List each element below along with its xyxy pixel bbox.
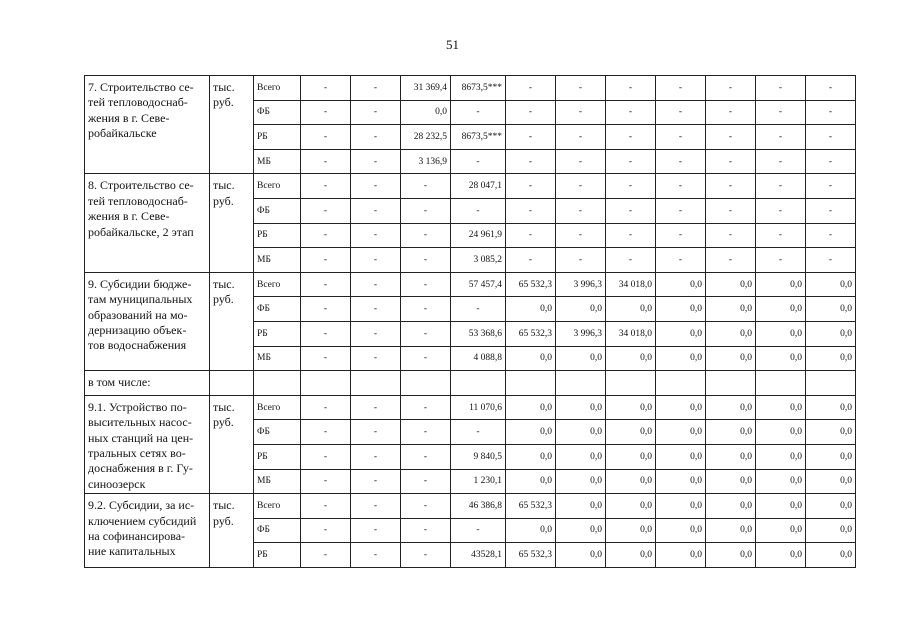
funding-source: МБ [254, 346, 301, 371]
value-cell: - [506, 149, 556, 174]
value-cell: - [351, 469, 401, 494]
value-cell: 0,0 [506, 469, 556, 494]
value-cell: 0,0 [656, 346, 706, 371]
funding-source: МБ [254, 248, 301, 273]
measure-name [85, 395, 210, 493]
value-cell: - [401, 543, 451, 568]
value-cell: 0,0 [556, 518, 606, 543]
value-cell: 0,0 [756, 395, 806, 420]
funding-source: ФБ [254, 198, 301, 223]
value-cell: - [556, 248, 606, 273]
funding-source: РБ [254, 125, 301, 150]
measure-name-line: 8. Строительство се- [88, 178, 194, 193]
value-cell: - [756, 100, 806, 125]
value-cell: 0,0 [506, 346, 556, 371]
empty-cell [606, 371, 656, 396]
funding-source: Всего [254, 174, 301, 199]
value-cell: - [451, 420, 506, 445]
value-cell: 0,0 [706, 346, 756, 371]
value-cell: - [401, 395, 451, 420]
value-cell: - [301, 395, 351, 420]
value-cell: - [756, 76, 806, 101]
value-cell: - [506, 76, 556, 101]
value-cell: - [301, 543, 351, 568]
value-cell: - [351, 149, 401, 174]
value-cell: - [656, 76, 706, 101]
value-cell: - [301, 346, 351, 371]
value-cell: - [756, 174, 806, 199]
value-cell: 0,0 [806, 321, 856, 346]
value-cell: - [756, 248, 806, 273]
funding-source: РБ [254, 444, 301, 469]
value-cell: 0,0 [706, 297, 756, 322]
value-cell: 0,0 [606, 518, 656, 543]
section-row [85, 371, 856, 396]
value-cell: 3 996,3 [556, 321, 606, 346]
measure-name-line: дернизацию объек- [88, 322, 187, 337]
value-cell: 0,0 [506, 420, 556, 445]
value-cell: - [606, 149, 656, 174]
value-cell: 0,0 [706, 272, 756, 297]
value-cell: 8673,5*** [451, 76, 506, 101]
value-cell: - [556, 149, 606, 174]
value-cell: - [706, 198, 756, 223]
value-cell: 0,0 [756, 469, 806, 494]
value-cell: - [401, 469, 451, 494]
value-cell: - [401, 444, 451, 469]
value-cell: - [756, 223, 806, 248]
value-cell: - [401, 248, 451, 273]
measure-name [85, 174, 210, 272]
value-cell: 0,0 [756, 494, 806, 519]
value-cell: 0,0 [806, 420, 856, 445]
value-cell: - [506, 100, 556, 125]
value-cell: - [506, 198, 556, 223]
value-cell: 0,0 [556, 444, 606, 469]
empty-cell [756, 371, 806, 396]
value-cell: 11 070,6 [451, 395, 506, 420]
value-cell: - [806, 198, 856, 223]
value-cell: 0,0 [556, 346, 606, 371]
value-cell: - [351, 272, 401, 297]
value-cell: 0,0 [556, 469, 606, 494]
funding-source: РБ [254, 543, 301, 568]
value-cell: - [506, 125, 556, 150]
empty-cell [351, 371, 401, 396]
value-cell: - [351, 444, 401, 469]
value-cell: - [301, 420, 351, 445]
unit-label: тыс. руб. [210, 174, 254, 272]
value-cell: - [301, 76, 351, 101]
value-cell: 0,0 [756, 518, 806, 543]
empty-cell [210, 371, 254, 396]
value-cell: 0,0 [706, 444, 756, 469]
funding-source: ФБ [254, 297, 301, 322]
empty-cell [301, 371, 351, 396]
value-cell: 28 232,5 [401, 125, 451, 150]
value-cell: - [401, 518, 451, 543]
value-cell: 0,0 [606, 444, 656, 469]
value-cell: 0,0 [756, 272, 806, 297]
funding-source: Всего [254, 272, 301, 297]
table-row [85, 494, 856, 519]
value-cell: - [706, 223, 756, 248]
value-cell: - [806, 149, 856, 174]
value-cell: 0,0 [806, 518, 856, 543]
value-cell: 0,0 [706, 469, 756, 494]
value-cell: - [606, 100, 656, 125]
empty-cell [656, 371, 706, 396]
value-cell: - [301, 272, 351, 297]
measure-name-line: образований на мо- [88, 307, 188, 322]
value-cell: - [351, 346, 401, 371]
value-cell: - [756, 125, 806, 150]
value-cell: 0,0 [806, 494, 856, 519]
page-number: 51 [446, 37, 459, 52]
value-cell: - [556, 76, 606, 101]
value-cell: - [351, 76, 401, 101]
value-cell: - [301, 469, 351, 494]
value-cell: - [351, 223, 401, 248]
value-cell: - [401, 321, 451, 346]
value-cell: - [451, 297, 506, 322]
value-cell: - [656, 223, 706, 248]
measure-name-line: 9.2. Субсидии, за ис- [88, 498, 195, 513]
value-cell: - [301, 100, 351, 125]
value-cell: 0,0 [656, 321, 706, 346]
value-cell: - [351, 543, 401, 568]
value-cell: 0,0 [556, 395, 606, 420]
value-cell: - [301, 297, 351, 322]
measure-name-line: ключением субсидий [88, 513, 197, 528]
value-cell: - [401, 223, 451, 248]
value-cell: 0,0 [606, 346, 656, 371]
value-cell: 34 018,0 [606, 272, 656, 297]
value-cell: - [351, 297, 401, 322]
value-cell: - [806, 125, 856, 150]
value-cell: - [506, 248, 556, 273]
value-cell: - [451, 100, 506, 125]
value-cell: 0,0 [706, 395, 756, 420]
value-cell: 0,0 [556, 543, 606, 568]
value-cell: 0,0 [806, 297, 856, 322]
value-cell: - [606, 174, 656, 199]
value-cell: 31 369,4 [401, 76, 451, 101]
value-cell: - [656, 100, 706, 125]
value-cell: 0,0 [756, 297, 806, 322]
value-cell: 0,0 [506, 297, 556, 322]
funding-source: Всего [254, 494, 301, 519]
value-cell: 0,0 [806, 395, 856, 420]
measure-name-line: на софинансирова- [88, 528, 186, 543]
measure-name-line: тральных сетях во- [88, 445, 186, 460]
value-cell: 46 386,8 [451, 494, 506, 519]
page-bottom-margin [84, 569, 836, 640]
funding-source: МБ [254, 469, 301, 494]
value-cell: - [506, 174, 556, 199]
value-cell: 0,0 [506, 518, 556, 543]
value-cell: - [451, 518, 506, 543]
measure-name-line: синоозерск [88, 476, 146, 491]
value-cell: 0,0 [806, 469, 856, 494]
value-cell: 0,0 [806, 444, 856, 469]
value-cell: - [301, 518, 351, 543]
empty-cell [706, 371, 756, 396]
value-cell: - [401, 198, 451, 223]
value-cell: 0,0 [656, 272, 706, 297]
value-cell: - [806, 76, 856, 101]
value-cell: 9 840,5 [451, 444, 506, 469]
measure-name-line: там муниципальных [88, 292, 193, 307]
value-cell: - [301, 494, 351, 519]
value-cell: 4 088,8 [451, 346, 506, 371]
value-cell: - [451, 149, 506, 174]
value-cell: - [451, 198, 506, 223]
value-cell: - [401, 494, 451, 519]
funding-source: РБ [254, 321, 301, 346]
measure-name-line: тов водоснабжения [88, 338, 187, 353]
value-cell: 0,0 [506, 444, 556, 469]
value-cell: - [656, 174, 706, 199]
measure-name-line: жения в г. Севе- [88, 209, 170, 224]
value-cell: - [351, 198, 401, 223]
value-cell: - [401, 174, 451, 199]
value-cell: - [606, 125, 656, 150]
value-cell: - [806, 223, 856, 248]
funding-source: Всего [254, 395, 301, 420]
value-cell: 0,0 [606, 297, 656, 322]
value-cell: - [706, 76, 756, 101]
value-cell: 24 961,9 [451, 223, 506, 248]
value-cell: - [556, 174, 606, 199]
value-cell: 3 996,3 [556, 272, 606, 297]
value-cell: - [556, 223, 606, 248]
funding-source: МБ [254, 149, 301, 174]
value-cell: 28 047,1 [451, 174, 506, 199]
empty-cell [556, 371, 606, 396]
value-cell: - [756, 198, 806, 223]
value-cell: - [351, 174, 401, 199]
value-cell: 0,0 [706, 494, 756, 519]
value-cell: 0,0 [756, 543, 806, 568]
value-cell: - [351, 395, 401, 420]
empty-cell [254, 371, 301, 396]
measure-name-line: жения в г. Севе- [88, 110, 170, 125]
empty-cell [401, 371, 451, 396]
value-cell: 0,0 [706, 518, 756, 543]
value-cell: - [351, 494, 401, 519]
measure-name [85, 76, 210, 174]
value-cell: - [656, 149, 706, 174]
value-cell: - [556, 125, 606, 150]
unit-label: тыс. руб. [210, 395, 254, 493]
value-cell: - [401, 420, 451, 445]
value-cell: 0,0 [606, 494, 656, 519]
value-cell: 0,0 [656, 518, 706, 543]
value-cell: - [806, 100, 856, 125]
value-cell: - [556, 198, 606, 223]
value-cell: - [301, 444, 351, 469]
value-cell: - [656, 248, 706, 273]
empty-cell [506, 371, 556, 396]
value-cell: 0,0 [806, 272, 856, 297]
value-cell: - [351, 125, 401, 150]
value-cell: 43528,1 [451, 543, 506, 568]
measure-name-line: ных станций на цен- [88, 430, 194, 445]
value-cell: 0,0 [756, 444, 806, 469]
value-cell: - [301, 149, 351, 174]
value-cell: 0,0 [756, 346, 806, 371]
value-cell: 0,0 [606, 469, 656, 494]
value-cell: 0,0 [656, 444, 706, 469]
value-cell: - [556, 100, 606, 125]
value-cell: - [706, 100, 756, 125]
value-cell: - [301, 125, 351, 150]
value-cell: - [806, 174, 856, 199]
measure-name [85, 272, 210, 370]
measure-name-line: тей тепловодоснаб- [88, 193, 188, 208]
value-cell: 0,0 [656, 395, 706, 420]
unit-label: тыс. руб. [210, 76, 254, 174]
value-cell: 0,0 [656, 420, 706, 445]
measure-name-line: доснабжения в г. Гу- [88, 461, 193, 476]
value-cell: - [706, 125, 756, 150]
value-cell: 0,0 [606, 420, 656, 445]
value-cell: 65 532,3 [506, 321, 556, 346]
empty-cell [806, 371, 856, 396]
value-cell: 34 018,0 [606, 321, 656, 346]
measure-name-line: тей тепловодоснаб- [88, 95, 188, 110]
value-cell: - [351, 100, 401, 125]
measure-name [85, 494, 210, 568]
value-cell: 0,0 [556, 420, 606, 445]
value-cell: 0,0 [606, 395, 656, 420]
value-cell: 8673,5*** [451, 125, 506, 150]
value-cell: - [756, 149, 806, 174]
funding-source: РБ [254, 223, 301, 248]
measure-name-line: робайкальске [88, 126, 157, 141]
value-cell: 0,0 [556, 297, 606, 322]
table-row [85, 76, 856, 101]
value-cell: - [301, 174, 351, 199]
value-cell: 0,0 [706, 420, 756, 445]
table-row [85, 395, 856, 420]
measure-name-line: робайкальске, 2 этап [88, 224, 194, 239]
section-label: в том числе: [85, 371, 210, 396]
unit-label: тыс. руб. [210, 494, 254, 568]
funding-source: Всего [254, 76, 301, 101]
value-cell: - [351, 420, 401, 445]
value-cell: 53 368,6 [451, 321, 506, 346]
value-cell: 0,0 [556, 494, 606, 519]
value-cell: - [301, 248, 351, 273]
value-cell: - [506, 223, 556, 248]
measure-name-line: высительных насос- [88, 415, 192, 430]
value-cell: 0,0 [806, 543, 856, 568]
value-cell: - [706, 149, 756, 174]
unit-label: тыс. руб. [210, 272, 254, 370]
value-cell: - [706, 174, 756, 199]
empty-cell [451, 371, 506, 396]
value-cell: 0,0 [656, 297, 706, 322]
value-cell: - [606, 76, 656, 101]
value-cell: - [656, 198, 706, 223]
measure-name-line: 9.1. Устройство по- [88, 399, 187, 414]
value-cell: - [351, 321, 401, 346]
value-cell: 0,0 [756, 321, 806, 346]
value-cell: 3 136,9 [401, 149, 451, 174]
value-cell: 0,0 [806, 346, 856, 371]
measure-name-line: ние капитальных [88, 544, 176, 559]
value-cell: - [401, 272, 451, 297]
value-cell: 0,0 [401, 100, 451, 125]
value-cell: - [351, 248, 401, 273]
value-cell: 0,0 [506, 395, 556, 420]
value-cell: - [301, 198, 351, 223]
measure-name-line: 9. Субсидии бюдже- [88, 276, 192, 291]
value-cell: - [351, 518, 401, 543]
table-row [85, 174, 856, 199]
value-cell: 1 230,1 [451, 469, 506, 494]
value-cell: 65 532,3 [506, 272, 556, 297]
value-cell: - [606, 198, 656, 223]
value-cell: - [656, 125, 706, 150]
budget-table [84, 75, 856, 568]
value-cell: 0,0 [606, 543, 656, 568]
value-cell: - [606, 223, 656, 248]
value-cell: 0,0 [656, 494, 706, 519]
value-cell: - [401, 297, 451, 322]
value-cell: - [401, 346, 451, 371]
value-cell: 65 532,3 [506, 543, 556, 568]
value-cell: 0,0 [706, 543, 756, 568]
funding-source: ФБ [254, 518, 301, 543]
table-row [85, 272, 856, 297]
value-cell: 0,0 [706, 321, 756, 346]
value-cell: - [606, 248, 656, 273]
value-cell: - [301, 321, 351, 346]
value-cell: - [301, 223, 351, 248]
value-cell: 65 532,3 [506, 494, 556, 519]
value-cell: - [806, 248, 856, 273]
value-cell: 0,0 [656, 543, 706, 568]
value-cell: 0,0 [656, 469, 706, 494]
funding-source: ФБ [254, 100, 301, 125]
funding-source: ФБ [254, 420, 301, 445]
value-cell: 3 085,2 [451, 248, 506, 273]
measure-name-line: 7. Строительство се- [88, 80, 194, 94]
value-cell: 57 457,4 [451, 272, 506, 297]
value-cell: 0,0 [756, 420, 806, 445]
value-cell: - [706, 248, 756, 273]
